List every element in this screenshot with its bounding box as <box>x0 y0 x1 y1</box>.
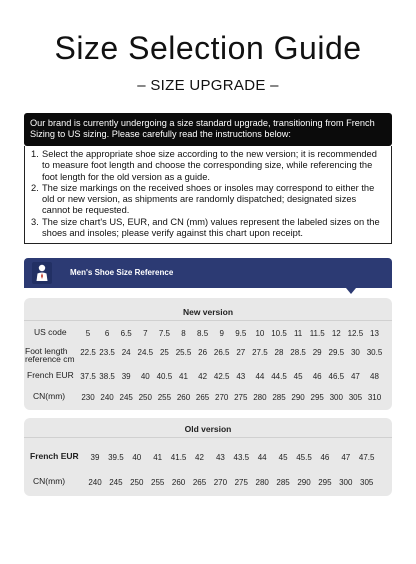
table-cell: 44.5 <box>271 371 287 381</box>
table-cell: 9.5 <box>235 328 247 338</box>
divider <box>24 320 392 321</box>
table-cell: 27 <box>236 347 246 357</box>
table-cell: 290 <box>291 392 305 402</box>
table-cell: 45 <box>293 371 303 381</box>
table-cell: 42 <box>198 371 208 381</box>
table-cell: 245 <box>119 392 133 402</box>
table-cell: 38.5 <box>99 371 115 381</box>
table-cell: 280 <box>253 392 267 402</box>
table-cell: 24 <box>121 347 131 357</box>
table-cell: 250 <box>130 477 144 487</box>
table-cell: 6 <box>104 328 110 338</box>
instruction-text: The size markings on the received shoes or insoles may correspond to either the old or new version, as shipments are randomly dispatched; designated sizes cannot be requested. <box>42 182 375 216</box>
table-cell: 40.5 <box>156 371 173 381</box>
instruction-item <box>31 183 385 217</box>
page-subtitle: – SIZE UPGRADE – <box>137 77 279 94</box>
table-cell: 26 <box>198 347 208 357</box>
table-cell: 8.5 <box>197 328 209 338</box>
table-cell: 22.5 <box>80 347 96 357</box>
row-label: French EUR <box>30 451 79 461</box>
instruction-number: 2. <box>31 182 39 193</box>
table-cell: 46.5 <box>328 371 345 381</box>
table-cell: 300 <box>339 477 353 487</box>
row-label: CN(mm) <box>33 391 66 401</box>
table-cell: 280 <box>255 477 269 487</box>
table-cell: 46 <box>312 371 322 381</box>
table-cell: 305 <box>348 392 363 402</box>
divider <box>24 437 392 438</box>
table-cell: 47.5 <box>358 452 375 462</box>
table-cell: 41.5 <box>170 452 187 462</box>
table-cell: 45 <box>278 452 288 462</box>
table-cell: 48 <box>370 371 379 381</box>
table-cell: 43 <box>215 452 225 462</box>
row-label: CN(mm) <box>33 476 66 486</box>
table-cell: 270 <box>213 477 228 487</box>
row-label: US code <box>34 327 67 337</box>
table-cell: 39 <box>121 371 131 381</box>
instruction-number: 3. <box>31 216 39 227</box>
table-cell: 39 <box>90 452 100 462</box>
table-cell: 13 <box>370 328 379 338</box>
table-cell: 29.5 <box>328 347 345 357</box>
table-cell: 12 <box>331 328 341 338</box>
table-cell: 240 <box>88 477 102 487</box>
table-cell: 11.5 <box>309 328 325 338</box>
table-cell: 7.5 <box>158 328 170 338</box>
instruction-number: 1. <box>31 149 39 159</box>
table-cell: 295 <box>310 392 324 402</box>
table-cell: 43.5 <box>233 452 250 462</box>
table-cell: 40 <box>140 371 150 381</box>
table-cell: 24.5 <box>137 347 154 357</box>
table-cell: 265 <box>192 477 207 487</box>
table-cell: 230 <box>81 392 95 402</box>
table-cell: 5 <box>85 328 91 338</box>
row-label: Foot length reference cm <box>25 346 75 364</box>
table-cell: 305 <box>360 477 374 487</box>
instruction-text: The size chart's US, EUR, and CN (mm) values represent the labeled sizes on the shoes and insoles; please verify against this chart upon receipt. <box>42 216 380 239</box>
table-cell: 27.5 <box>252 347 268 357</box>
table-cell: 275 <box>234 477 248 487</box>
table-cell: 10 <box>255 328 265 338</box>
table-cell: 30.5 <box>366 347 383 357</box>
table-cell: 275 <box>234 392 248 402</box>
reference-label: Men's Shoe Size Reference <box>70 268 174 277</box>
table-cell: 255 <box>157 392 172 402</box>
instruction-item <box>31 217 385 240</box>
banner-pointer <box>346 288 356 294</box>
table-cell: 9 <box>219 328 224 338</box>
table-cell: 25 <box>159 347 169 357</box>
table-cell: 290 <box>297 477 311 487</box>
table-cell: 37.5 <box>80 371 96 381</box>
table-cell: 44 <box>257 452 267 462</box>
table-cell: 250 <box>138 392 152 402</box>
table-cell: 300 <box>329 392 343 402</box>
table-cell: 310 <box>367 392 382 402</box>
table-cell: 29 <box>312 347 322 357</box>
table-cell: 240 <box>100 392 114 402</box>
table-cell: 39.5 <box>108 452 124 462</box>
table-cell: 11 <box>293 328 303 338</box>
table-cell: 12.5 <box>347 328 364 338</box>
table-cell: 260 <box>176 392 191 402</box>
table-cell: 23.5 <box>99 347 115 357</box>
table-cell: 7 <box>143 328 148 338</box>
table-cell: 270 <box>215 392 229 402</box>
table-cell: 28.5 <box>290 347 306 357</box>
reference-banner <box>24 258 392 288</box>
table-cell: 10.5 <box>271 328 287 338</box>
instruction-item <box>31 149 385 183</box>
table-cell: 46 <box>320 452 330 462</box>
table-cell: 8 <box>181 328 186 338</box>
table-cell: 28 <box>274 347 284 357</box>
person-icon <box>32 262 52 284</box>
table-cell: 25.5 <box>175 347 192 357</box>
table-cell: 30 <box>350 347 360 357</box>
table-cell: 255 <box>151 477 165 487</box>
row-label: French EUR <box>27 370 74 380</box>
table-cell: 245 <box>109 477 123 487</box>
old-version-title: Old version <box>184 424 232 434</box>
table-cell: 41 <box>153 452 163 462</box>
table-cell: 42.5 <box>213 371 230 381</box>
table-cell: 43 <box>236 371 246 381</box>
table-cell: 260 <box>171 477 186 487</box>
table-cell: 265 <box>195 392 210 402</box>
notice-banner: Our brand is currently undergoing a size standard upgrade, transitioning from French Sizing to US sizing. Please carefully read the instructions below: <box>24 113 392 146</box>
table-cell: 40 <box>132 452 142 462</box>
table-cell: 285 <box>272 392 286 402</box>
table-cell: 6.5 <box>120 328 132 338</box>
table-cell: 47 <box>341 452 351 462</box>
table-cell: 47 <box>350 371 360 381</box>
new-version-title: New version <box>182 307 234 317</box>
table-cell: 295 <box>318 477 332 487</box>
table-cell: 42 <box>195 452 204 462</box>
table-cell: 41 <box>179 371 188 381</box>
table-cell: 45.5 <box>296 452 312 462</box>
table-cell: 44 <box>255 371 265 381</box>
table-cell: 26.5 <box>213 347 230 357</box>
instructions-box <box>24 146 392 244</box>
instruction-text: Select the appropriate shoe size according to the new version; it is recommended to measure foot length and choose the corresponding size, while referencing the foot length for the old version as a guide. <box>42 149 377 182</box>
table-cell: 285 <box>276 477 290 487</box>
page-title: Size Selection Guide <box>54 30 362 66</box>
